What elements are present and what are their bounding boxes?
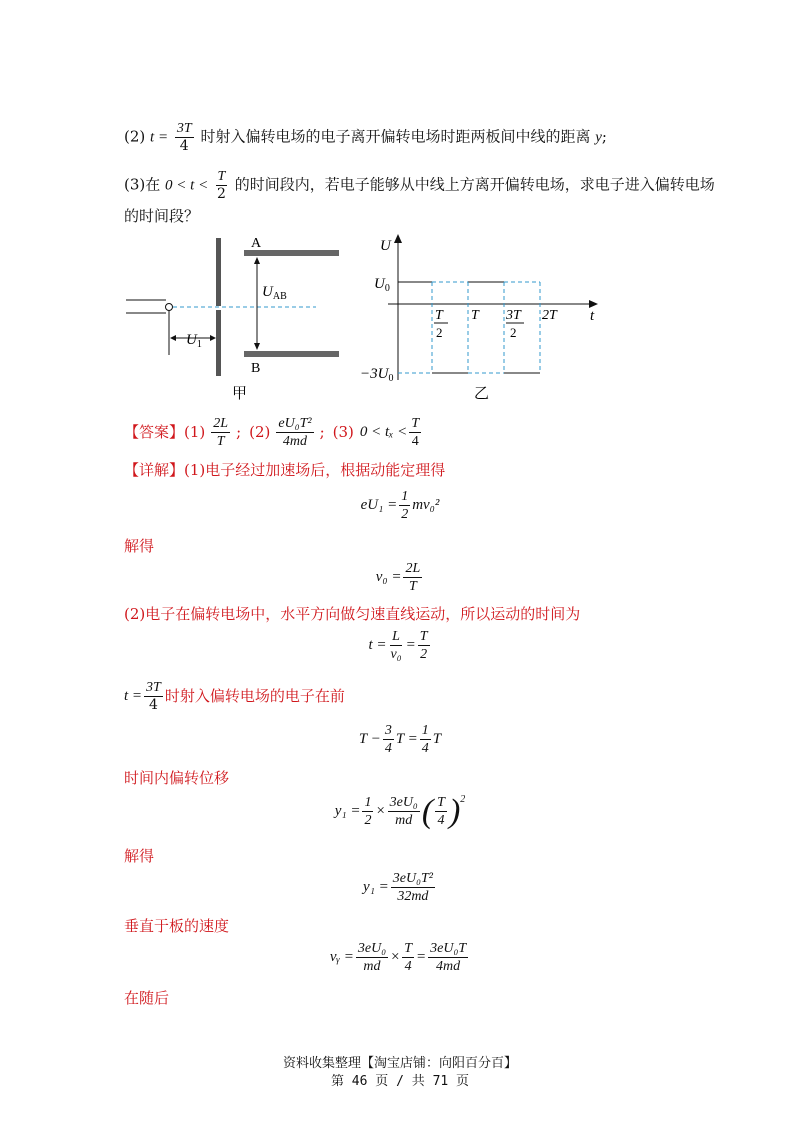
detail-line-3: t = $\frac{3T}{4}$ 时射入偏转电场的电子在前 <box>124 679 345 713</box>
part-num: (1) <box>184 423 206 441</box>
arrow-head <box>170 335 176 341</box>
axis-arrow <box>394 234 402 243</box>
numerator: T <box>217 169 226 184</box>
arrow-head <box>210 335 216 341</box>
solve-text: 解得 <box>124 537 155 555</box>
equation-7: vᵧ = $\frac{\text{3eU₀}}{md}$ × $\frac{T}{4}$ = $\frac{\text{3eU₀T}}{4md}$ <box>329 941 467 974</box>
fraction <box>215 168 228 203</box>
arrow-head <box>254 257 260 264</box>
question-3 <box>124 168 715 203</box>
part-num: (3) <box>332 423 354 441</box>
figure-deflection-apparatus <box>120 230 360 405</box>
detail-label: 【详解】 <box>124 461 185 479</box>
equation-1: eU₁ = $\frac{1}{2}$ mv₀² <box>360 489 440 522</box>
solve-text-2: 解得 <box>124 847 155 865</box>
u1-label: $U_1$ <box>186 332 202 350</box>
neg-u0-label: $-3U_0$ <box>360 366 394 384</box>
tick-label: 2T <box>542 308 557 323</box>
time-expr: t = <box>150 129 169 146</box>
answer-label: 【答案】 <box>124 423 185 441</box>
electron-source <box>166 304 173 311</box>
detail-line-5: 垂直于板的速度 <box>124 917 230 935</box>
tick-label: 2 <box>436 325 443 340</box>
tick-label: T <box>471 308 479 323</box>
answer-3: 0 < tₓ < <box>359 424 408 440</box>
fraction: $\frac{T}{4}$ <box>411 415 420 449</box>
question-number: (2) <box>124 127 146 146</box>
equation-5: y₁ = $\frac{1}{2}$ × $\frac{\text{3eU₀}}{md}$ ( $\frac{T}{4}$ ) $^2$ <box>334 792 466 830</box>
question-text-cont: 的时间段？ <box>124 207 200 225</box>
punct: ; <box>601 127 607 146</box>
question-text: 的时间段内，若电子能够从中线上方离开偏转电场，求电子进入偏转电场 <box>234 175 715 194</box>
footer-source: 资料收集整理【淘宝店铺：向阳百分百】 <box>282 1056 517 1071</box>
waveform <box>398 282 540 373</box>
variable: y <box>595 129 602 146</box>
equation-6: y₁ = $\frac{\text{3eU₀T²}}{32md}$ <box>363 871 433 904</box>
u-axis-label: U <box>380 238 391 254</box>
condition: 0 < t < <box>165 177 209 194</box>
arrow-head <box>254 343 260 350</box>
fraction: $\frac{\text{eU₀T²}}{4md}$ <box>278 415 312 449</box>
part-num: (2) <box>249 423 271 441</box>
question-number: (3)在 <box>124 175 161 194</box>
fraction <box>175 120 194 155</box>
axis-arrow <box>589 300 598 308</box>
plate-b-label: B <box>251 361 261 376</box>
uab-label: $U_{AB}$ <box>262 284 287 302</box>
dashed-guides <box>398 282 540 373</box>
tick-label: T <box>435 308 443 323</box>
tick-label: 3T <box>506 308 521 323</box>
denominator: 4 <box>179 138 189 154</box>
detail-line-4: 时间内偏转位移 <box>124 769 230 787</box>
t-axis-label: t <box>590 308 595 324</box>
numerator: 3T <box>176 121 192 136</box>
equation-3: t = $\frac{L}{\text{v₀}}$ = $\frac{T}{2}$ <box>368 629 428 662</box>
question-text: 时射入偏转电场的电子离开偏转电场时距两板间中线的距离 <box>200 127 591 146</box>
answer-line <box>124 414 423 450</box>
footer-page-number: 第 46 页 / 共 71 页 <box>330 1074 470 1089</box>
detail-line-2: (2)电子在偏转电场中，水平方向做匀速直线运动，所以运动的时间为 <box>124 605 581 623</box>
sep: ; <box>319 423 325 441</box>
tick-label: 2 <box>510 325 517 340</box>
detail-line-1: 【详解】(1)电子经过加速场后，根据动能定理得 <box>124 461 446 479</box>
plate-a-label: A <box>251 236 262 251</box>
accel-plate-top <box>216 238 221 306</box>
figure-caption-jia: 甲 <box>232 386 248 402</box>
u0-label: $U_0$ <box>374 276 390 294</box>
detail-line-6: 在随后 <box>124 989 170 1007</box>
denominator: 2 <box>216 186 226 202</box>
equation-4: T − $\frac{3}{4}$ T = $\frac{1}{4}$ T <box>358 723 442 756</box>
equation-2: v₀ = $\frac{2L}{T}$ <box>375 561 421 594</box>
figure-caption-yi: 乙 <box>474 386 490 402</box>
sep: ; <box>236 423 242 441</box>
fraction: $\frac{2L}{T}$ <box>213 415 229 449</box>
accel-plate-bottom <box>216 310 221 376</box>
plate-b <box>244 351 339 357</box>
figure-voltage-graph <box>358 232 608 402</box>
question-2 <box>124 120 607 155</box>
